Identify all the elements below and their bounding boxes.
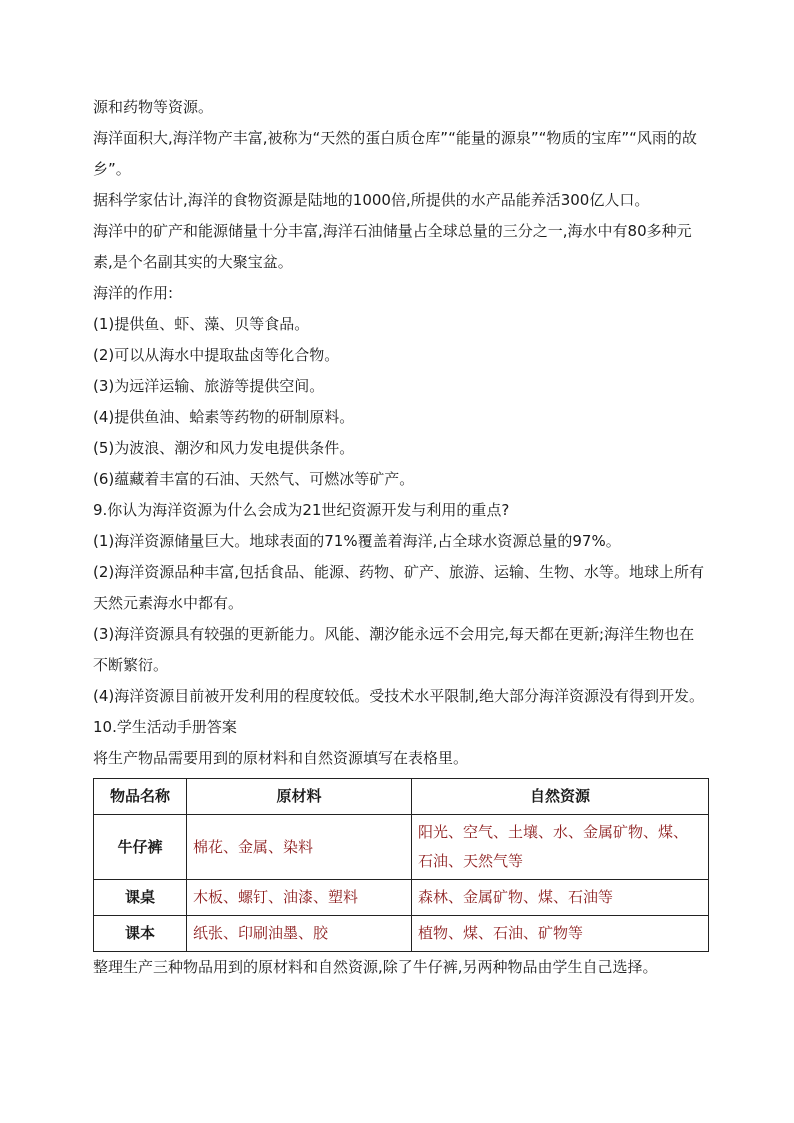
natural-resource-cell: 植物、煤、石油、矿物等 <box>412 916 709 952</box>
natural-resource-cell: 森林、金属矿物、煤、石油等 <box>412 880 709 916</box>
list-item: (3)为远洋运输、旅游等提供空间。 <box>93 377 325 395</box>
list-item: (2)可以从海水中提取盐卤等化合物。 <box>93 346 340 364</box>
document-page <box>93 92 709 983</box>
material-cell: 棉花、金属、染料 <box>187 815 412 880</box>
section-heading: 10.学生活动手册答案 <box>93 718 237 736</box>
item-name-cell: 牛仔裤 <box>94 815 187 880</box>
list-item: (5)为波浪、潮汐和风力发电提供条件。 <box>93 439 355 457</box>
item-name-cell: 课本 <box>94 916 187 952</box>
paragraph: 源和药物等资源。 <box>93 98 214 116</box>
table-row <box>94 880 709 916</box>
list-item: (1)提供鱼、虾、藻、贝等食品。 <box>93 315 310 333</box>
material-cell: 木板、螺钉、油漆、塑料 <box>187 880 412 916</box>
table-header-row <box>94 779 709 815</box>
table-header-cell: 自然资源 <box>412 779 709 815</box>
list-item: (3)海洋资源具有较强的更新能力。风能、潮汐能永远不会用完,每天都在更新;海洋生物也在不断繁衍。 <box>93 625 695 674</box>
question-heading: 9.你认为海洋资源为什么会成为21世纪资源开发与利用的重点? <box>93 501 510 519</box>
paragraph: 海洋面积大,海洋物产丰富,被称为“天然的蛋白质仓库”“能量的源泉”“物质的宝库”“风雨的故乡”。 <box>93 129 697 178</box>
list-item: (6)蕴藏着丰富的石油、天然气、可燃冰等矿产。 <box>93 470 415 488</box>
list-item: (1)海洋资源储量巨大。地球表面的71%覆盖着海洋,占全球水资源总量的97%。 <box>93 532 621 550</box>
paragraph: 海洋的作用: <box>93 284 174 302</box>
closing-paragraph: 整理生产三种物品用到的原材料和自然资源,除了牛仔裤,另两种物品由学生自己选择。 <box>93 958 658 976</box>
item-name-cell: 课桌 <box>94 880 187 916</box>
paragraph: 海洋中的矿产和能源储量十分丰富,海洋石油储量占全球总量的三分之一,海水中有80多种元素,是个名副其实的大聚宝盆。 <box>93 222 692 271</box>
material-cell: 纸张、印刷油墨、胶 <box>187 916 412 952</box>
table-row <box>94 815 709 880</box>
list-item: (2)海洋资源品种丰富,包括食品、能源、药物、矿产、旅游、运输、生物、水等。地球上所有天然元素海水中都有。 <box>93 563 705 612</box>
table-header-cell: 原材料 <box>187 779 412 815</box>
list-item: (4)海洋资源目前被开发利用的程度较低。受技术水平限制,绝大部分海洋资源没有得到开发。 <box>93 687 705 705</box>
table-header-cell: 物品名称 <box>94 779 187 815</box>
resource-table <box>93 778 709 952</box>
natural-resource-cell: 阳光、空气、土壤、水、金属矿物、煤、石油、天然气等 <box>412 815 709 880</box>
instruction-text: 将生产物品需要用到的原材料和自然资源填写在表格里。 <box>93 749 469 767</box>
list-item: (4)提供鱼油、蛤素等药物的研制原料。 <box>93 408 355 426</box>
table-row <box>94 916 709 952</box>
paragraph: 据科学家估计,海洋的食物资源是陆地的1000倍,所提供的水产品能养活300亿人口。 <box>93 191 650 209</box>
